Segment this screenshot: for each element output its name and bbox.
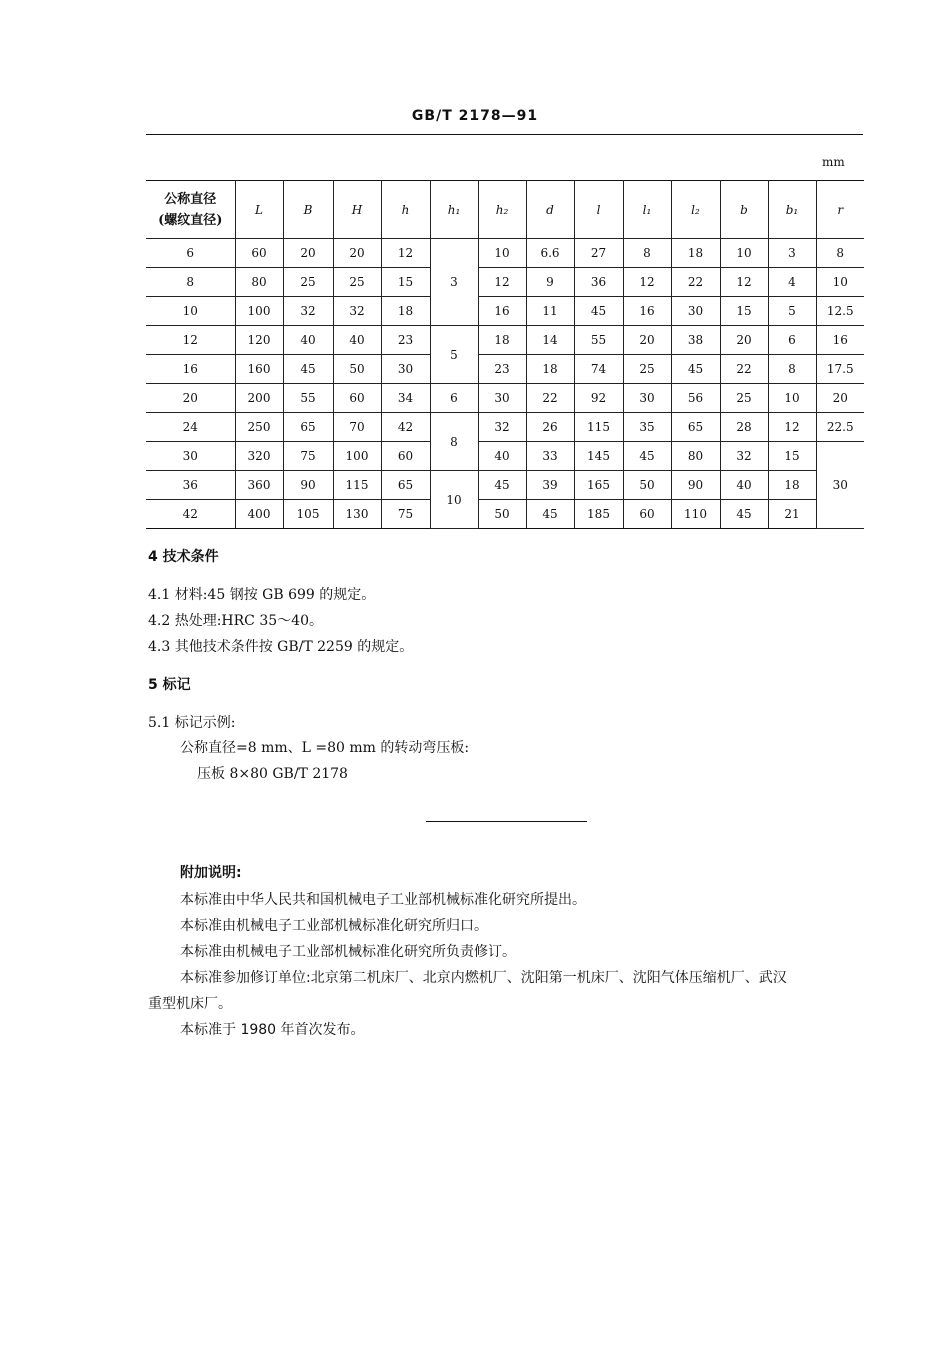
table-cell: 10 <box>146 297 235 326</box>
table-row <box>146 268 864 297</box>
table-cell: 160 <box>235 355 283 384</box>
table-cell: 8 <box>816 239 864 268</box>
table-cell: 80 <box>671 442 720 471</box>
table-cell: 20 <box>720 326 768 355</box>
header-cell: h₂ <box>478 181 526 239</box>
table-cell: 45 <box>623 442 671 471</box>
table-cell: 20 <box>333 239 381 268</box>
table-cell: 16 <box>146 355 235 384</box>
table-cell: 34 <box>381 384 430 413</box>
table-cell: 15 <box>768 442 816 471</box>
table-cell: 32 <box>333 297 381 326</box>
table-cell: 105 <box>283 500 333 529</box>
table-cell: 20 <box>283 239 333 268</box>
table-cell: 6.6 <box>526 239 574 268</box>
table-cell: 45 <box>574 297 623 326</box>
table-cell: 18 <box>478 326 526 355</box>
dimension-table <box>146 180 864 529</box>
table-cell: 36 <box>574 268 623 297</box>
table-cell: 10 <box>816 268 864 297</box>
table-cell: 30 <box>146 442 235 471</box>
table-cell: 10 <box>478 239 526 268</box>
r-merged-cell: 30 <box>816 442 864 529</box>
table-cell: 65 <box>283 413 333 442</box>
table-row <box>146 413 864 442</box>
notes-line: 本标准参加修订单位:北京第二机床厂、北京内燃机厂、沈阳第一机床厂、沈阳气体压缩机厂、武汉 <box>180 970 787 986</box>
table-cell: 12 <box>768 413 816 442</box>
table-cell: 75 <box>283 442 333 471</box>
table-cell: 20 <box>816 384 864 413</box>
table-cell: 25 <box>283 268 333 297</box>
notes-title: 附加说明: <box>180 865 242 881</box>
table-cell: 28 <box>720 413 768 442</box>
table-cell: 9 <box>526 268 574 297</box>
table-cell: 10 <box>768 384 816 413</box>
table-cell: 22 <box>720 355 768 384</box>
table-cell: 50 <box>623 471 671 500</box>
table-cell: 60 <box>623 500 671 529</box>
table-cell: 17.5 <box>816 355 864 384</box>
table-cell: 30 <box>671 297 720 326</box>
notes-line: 重型机床厂。 <box>148 996 232 1012</box>
marking-example-description: 公称直径=8 mm、L =80 mm 的转动弯压板: <box>180 740 470 756</box>
table-cell: 16 <box>623 297 671 326</box>
table-unit: mm <box>822 155 845 169</box>
table-cell: 15 <box>381 268 430 297</box>
table-cell: 40 <box>333 326 381 355</box>
table-cell: 12 <box>623 268 671 297</box>
table-cell: 115 <box>333 471 381 500</box>
table-cell: 45 <box>720 500 768 529</box>
table-cell: 27 <box>574 239 623 268</box>
table-cell: 55 <box>283 384 333 413</box>
table-cell: 36 <box>146 471 235 500</box>
table-cell: 100 <box>235 297 283 326</box>
header-cell: l₂ <box>671 181 720 239</box>
table-cell: 12 <box>720 268 768 297</box>
table-cell: 30 <box>381 355 430 384</box>
notes-line: 本标准由机械电子工业部机械标准化研究所负责修订。 <box>180 944 516 960</box>
table-row <box>146 355 864 384</box>
table-cell: 75 <box>381 500 430 529</box>
table-cell: 120 <box>235 326 283 355</box>
table-cell: 26 <box>526 413 574 442</box>
table-cell: 74 <box>574 355 623 384</box>
header-cell: r <box>816 181 864 239</box>
h1-group-cell: 3 <box>430 239 478 326</box>
table-cell: 92 <box>574 384 623 413</box>
table-cell: 8 <box>768 355 816 384</box>
table-cell: 6 <box>768 326 816 355</box>
table-cell: 12 <box>381 239 430 268</box>
table-cell: 25 <box>333 268 381 297</box>
h1-group-cell: 10 <box>430 471 478 529</box>
header-cell: l <box>574 181 623 239</box>
marking-example: 压板 8×80 GB/T 2178 <box>197 766 348 782</box>
table-row <box>146 471 864 500</box>
table-cell: 60 <box>333 384 381 413</box>
table-cell: 3 <box>768 239 816 268</box>
header-rule <box>146 134 863 135</box>
table-cell: 200 <box>235 384 283 413</box>
header-cell: h₁ <box>430 181 478 239</box>
table-cell: 32 <box>283 297 333 326</box>
table-cell: 50 <box>333 355 381 384</box>
table-cell: 400 <box>235 500 283 529</box>
table-cell: 12.5 <box>816 297 864 326</box>
table-cell: 22 <box>526 384 574 413</box>
table-header-row <box>146 181 864 239</box>
header-cell: 公称直径 (螺纹直径) <box>146 181 235 239</box>
table-cell: 42 <box>146 500 235 529</box>
table-cell: 14 <box>526 326 574 355</box>
table-cell: 16 <box>816 326 864 355</box>
table-cell: 115 <box>574 413 623 442</box>
header-cell: B <box>283 181 333 239</box>
table-cell: 80 <box>235 268 283 297</box>
table-cell: 65 <box>381 471 430 500</box>
table-cell: 250 <box>235 413 283 442</box>
table-cell: 5 <box>768 297 816 326</box>
table-cell: 90 <box>671 471 720 500</box>
table-cell: 65 <box>671 413 720 442</box>
table-cell: 12 <box>478 268 526 297</box>
section-4-title: 4 技术条件 <box>148 549 219 565</box>
table-cell: 40 <box>283 326 333 355</box>
header-cell: L <box>235 181 283 239</box>
table-cell: 60 <box>235 239 283 268</box>
section-5-1-label: 5.1 标记示例: <box>148 715 236 731</box>
table-cell: 15 <box>720 297 768 326</box>
table-cell: 56 <box>671 384 720 413</box>
table-cell: 25 <box>623 355 671 384</box>
table-cell: 70 <box>333 413 381 442</box>
table-cell: 18 <box>526 355 574 384</box>
table-cell: 8 <box>146 268 235 297</box>
table-cell: 18 <box>381 297 430 326</box>
table-cell: 33 <box>526 442 574 471</box>
header-cell: l₁ <box>623 181 671 239</box>
section-4-2: 4.2 热处理:HRC 35～40。 <box>148 613 323 629</box>
table-cell: 22 <box>671 268 720 297</box>
table-cell: 23 <box>381 326 430 355</box>
table-cell: 35 <box>623 413 671 442</box>
table-cell: 30 <box>478 384 526 413</box>
header-cell: b₁ <box>768 181 816 239</box>
header-cell: b <box>720 181 768 239</box>
header-cell: h <box>381 181 430 239</box>
table-cell: 42 <box>381 413 430 442</box>
table-cell: 45 <box>478 471 526 500</box>
table-cell: 60 <box>381 442 430 471</box>
section-4-1: 4.1 材料:45 钢按 GB 699 的规定。 <box>148 587 376 603</box>
section-4-3: 4.3 其他技术条件按 GB/T 2259 的规定。 <box>148 639 414 655</box>
table-cell: 45 <box>526 500 574 529</box>
table-cell: 39 <box>526 471 574 500</box>
table-row <box>146 384 864 413</box>
table-cell: 165 <box>574 471 623 500</box>
table-row <box>146 442 864 471</box>
table-cell: 320 <box>235 442 283 471</box>
table-cell: 32 <box>478 413 526 442</box>
table-cell: 11 <box>526 297 574 326</box>
table-cell: 16 <box>478 297 526 326</box>
table-cell: 55 <box>574 326 623 355</box>
table-cell: 45 <box>671 355 720 384</box>
table-cell: 45 <box>283 355 333 384</box>
table-row <box>146 326 864 355</box>
table-cell: 25 <box>720 384 768 413</box>
notes-line: 本标准由中华人民共和国机械电子工业部机械标准化研究所提出。 <box>180 892 586 908</box>
section-5-title: 5 标记 <box>148 677 191 693</box>
table-cell: 6 <box>146 239 235 268</box>
table-cell: 8 <box>623 239 671 268</box>
table-cell: 30 <box>623 384 671 413</box>
h1-group-cell: 6 <box>430 384 478 413</box>
header-cell: H <box>333 181 381 239</box>
table-cell: 38 <box>671 326 720 355</box>
table-row <box>146 297 864 326</box>
standard-code-header: GB/T 2178—91 <box>411 108 539 124</box>
notes-line: 本标准于 1980 年首次发布。 <box>180 1022 365 1038</box>
table-cell: 110 <box>671 500 720 529</box>
table-cell: 21 <box>768 500 816 529</box>
h1-group-cell: 8 <box>430 413 478 471</box>
table-cell: 185 <box>574 500 623 529</box>
table-cell: 90 <box>283 471 333 500</box>
h1-group-cell: 5 <box>430 326 478 384</box>
table-cell: 4 <box>768 268 816 297</box>
table-cell: 18 <box>768 471 816 500</box>
table-cell: 23 <box>478 355 526 384</box>
table-cell: 20 <box>623 326 671 355</box>
table-cell: 24 <box>146 413 235 442</box>
header-cell: d <box>526 181 574 239</box>
table-row <box>146 500 864 529</box>
table-cell: 130 <box>333 500 381 529</box>
notes-line: 本标准由机械电子工业部机械标准化研究所归口。 <box>180 918 488 934</box>
table-cell: 145 <box>574 442 623 471</box>
table-cell: 12 <box>146 326 235 355</box>
table-cell: 40 <box>720 471 768 500</box>
table-cell: 50 <box>478 500 526 529</box>
table-cell: 32 <box>720 442 768 471</box>
table-cell: 18 <box>671 239 720 268</box>
table-cell: 22.5 <box>816 413 864 442</box>
table-row <box>146 239 864 268</box>
end-rule <box>426 821 587 822</box>
table-cell: 360 <box>235 471 283 500</box>
table-cell: 100 <box>333 442 381 471</box>
table-cell: 40 <box>478 442 526 471</box>
table-cell: 10 <box>720 239 768 268</box>
table-cell: 20 <box>146 384 235 413</box>
